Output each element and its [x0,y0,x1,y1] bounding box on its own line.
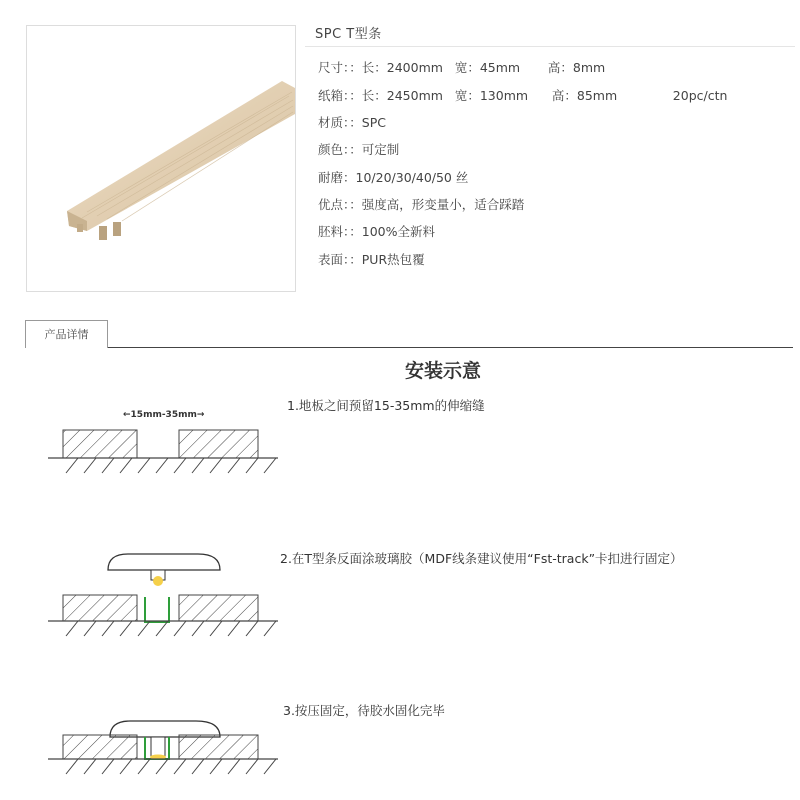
spec-advantage [318,195,524,213]
tab-product-details[interactable]: 产品详情 [25,320,108,348]
spec-label: 胚料： [318,224,350,239]
spec-value: ：100%全新料 [349,224,436,239]
t-molding-photo [27,26,295,291]
gap-label: ←15mm-35mm→ [123,410,205,420]
spec-label: 纸箱： [318,88,350,103]
spec-value: ：强度高，形变量小，适合踩踏 [349,197,525,212]
spec-value: 10/20/30/40/50 丝 [355,170,469,185]
spec-label: 优点： [318,197,350,212]
title-divider [305,46,795,47]
spec-label: 耐磨： [318,170,356,185]
spec-carton [318,86,727,104]
install-heading: 安装示意 [404,360,481,382]
spec-surface [318,250,425,268]
tab-bar [25,347,793,348]
step-2-diagram [48,552,278,642]
step-1-text: 1.地板之间预留15-35mm的伸缩缝 [287,398,485,413]
spec-size [318,58,605,76]
spec-label: 尺寸： [318,60,350,75]
spec-value: ：PUR热包覆 [349,252,425,267]
spec-color [318,140,399,158]
spec-value: ：SPC [349,115,386,130]
step-3-diagram [48,718,278,798]
step-2-text: 2.在T型条反面涂玻璃胶（MDF线条建议使用“Fst-track”卡扣进行固定） [280,551,683,566]
spec-value: ：长：2400mm 宽：45mm 高：8mm [349,60,606,75]
product-title: SPC T型条 [315,27,382,42]
product-image [26,25,296,292]
spec-value: ：长：2450mm 宽：130mm 高：85mm 20pc/ctn [349,88,728,103]
spec-material [318,113,386,131]
spec-raw-material [318,222,435,240]
step-3-text: 3.按压固定，待胶水固化完毕 [283,703,445,718]
spec-label: 颜色： [318,142,350,157]
spec-wear [318,168,468,186]
spec-label: 表面： [318,252,350,267]
spec-value: ：可定制 [349,142,400,157]
spec-label: 材质： [318,115,350,130]
step-1-diagram [48,405,278,485]
